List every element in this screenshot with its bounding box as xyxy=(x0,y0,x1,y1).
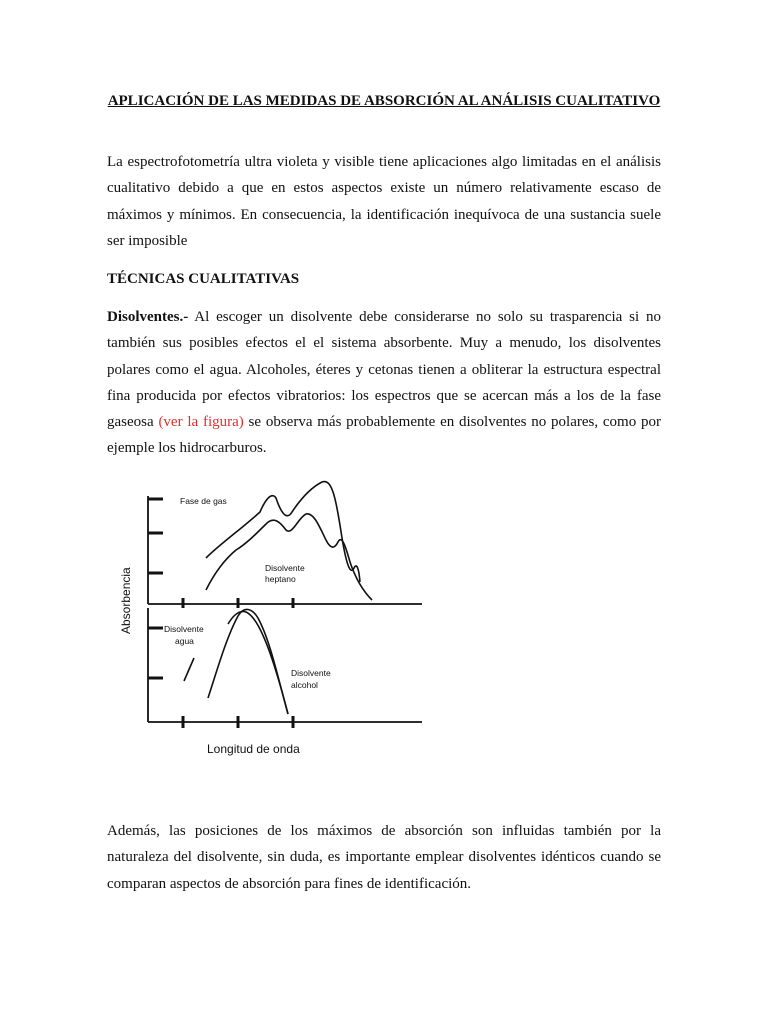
heptane-curve xyxy=(206,514,372,600)
absorption-spectra-figure xyxy=(110,478,430,768)
water-label-line1: Disolvente xyxy=(164,624,204,634)
solvents-text-before-link: Al escoger un disolvente debe considerarse no solo su trasparencia si no también sus posibles efectos el el sistema absorbente. Muy a menudo, los disolventes polares como el agua. Alcoholes, éteres y cetonas tienen a obliterar la estructura espectral fina producida por efectos vibratorios: los espectros que se acercan más a los de la fase gaseosa xyxy=(107,309,661,431)
closing-paragraph: Además, las posiciones de los máximos de absorción son influidas también por la naturaleza del disolvente, sin duda, es importante emplear disolventes idénticos cuando se comparan aspectos de absorción para fines de identificación. xyxy=(107,823,661,892)
section-heading: TÉCNICAS CUALITATIVAS xyxy=(107,271,300,287)
solvents-lead: Disolventes.- xyxy=(107,309,189,325)
intro-paragraph: La espectrofotometría ultra violeta y visible tiene aplicaciones algo limitadas en el análisis cualitativo debido a que en estos aspectos existe un número relativamente escaso de máximos y mínimos. En consecuencia, la identificación inequívoca de una sustancia suele ser imposible xyxy=(107,154,661,249)
solvents-paragraph xyxy=(107,304,661,462)
alcohol-curve xyxy=(208,609,288,714)
alcohol-label-line1: Disolvente xyxy=(291,668,331,678)
water-curve xyxy=(184,658,194,681)
document-title: APLICACIÓN DE LAS MEDIDAS DE ABSORCIÓN AL ANÁLISIS CUALITATIVO xyxy=(107,93,661,109)
alcohol-label-line2: alcohol xyxy=(291,680,318,690)
x-axis-label: Longitud de onda xyxy=(207,742,300,756)
figure-reference-link[interactable]: (ver la figura) xyxy=(158,414,244,431)
water-label-line2: agua xyxy=(175,636,194,646)
heptane-label-line2: heptano xyxy=(265,574,296,584)
heptane-label-line1: Disolvente xyxy=(265,563,305,573)
solvents-text-after-link: se observa más probablemente en disolventes no polares, como por ejemple los hidrocarburos. xyxy=(107,414,661,457)
water-peak-curve xyxy=(228,612,288,715)
gas-phase-label: Fase de gas xyxy=(180,496,227,506)
y-axis-label: Absorbencia xyxy=(119,567,133,634)
